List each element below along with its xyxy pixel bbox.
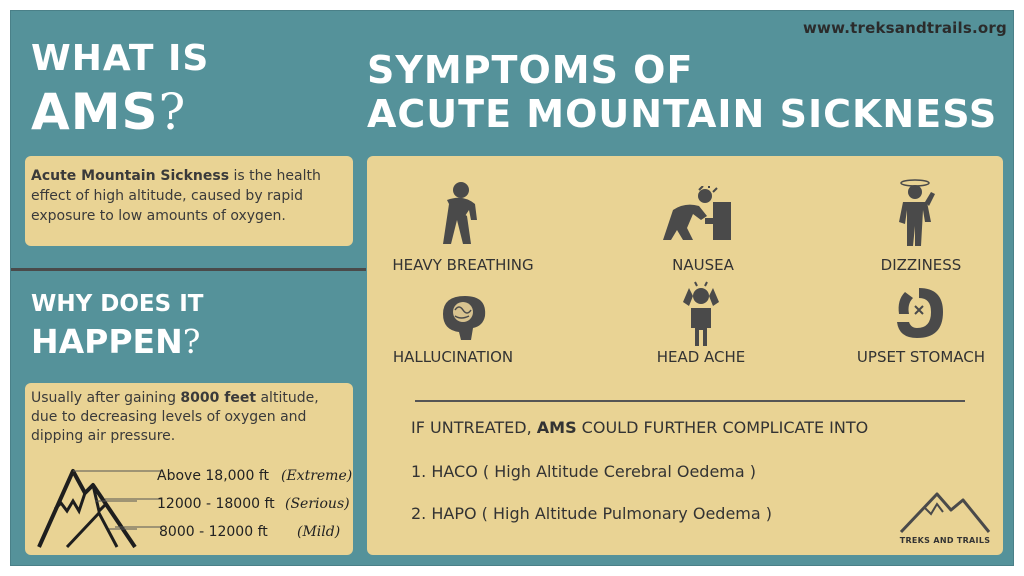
happen-heading	[31, 322, 201, 361]
untreated-text-1: IF UNTREATED,	[411, 418, 537, 437]
ams-heading	[31, 83, 187, 141]
definition-bold: Acute Mountain Sickness	[31, 168, 230, 184]
why-card	[25, 383, 353, 555]
stomach-icon	[893, 286, 945, 340]
symptoms-card	[367, 156, 1003, 555]
nausea-icon	[663, 186, 731, 240]
symptom-label: HEAVY BREATHING	[392, 256, 534, 274]
altitude-range: Above 18,000 ft	[157, 468, 269, 484]
heavy-breathing-icon	[435, 180, 491, 246]
complication-item: 1. HACO ( High Altitude Cerebral Oedema )	[411, 462, 757, 481]
question-mark: ?	[182, 322, 201, 361]
untreated-text-2: COULD FURTHER COMPLICATE INTO	[576, 418, 869, 437]
untreated-bold: AMS	[536, 418, 577, 437]
symptoms-title-line2: ACUTE MOUNTAIN SICKNESS	[367, 92, 998, 136]
why-text-1: Usually after gaining	[31, 390, 181, 406]
altitude-severity: (Extreme)	[281, 468, 353, 484]
symptom-label: HEAD ACHE	[656, 348, 746, 366]
headache-icon	[679, 280, 723, 346]
altitude-severity: (Serious)	[285, 496, 350, 512]
symptoms-title-line1: SYMPTOMS OF	[367, 48, 694, 92]
definition-text	[25, 156, 353, 226]
question-mark: ?	[158, 83, 187, 141]
treks-and-trails-logo	[897, 486, 993, 550]
symptom-label: HALLUCINATION	[392, 348, 514, 366]
altitude-row	[25, 468, 353, 488]
altitude-severity: (Mild)	[297, 524, 341, 540]
logo-mountain-icon	[897, 486, 993, 536]
brain-icon	[437, 292, 491, 342]
why-heading: WHY DOES IT	[31, 291, 204, 317]
altitude-row	[25, 496, 353, 516]
why-text-2: altitude, due to decreasing levels of oxygen and dipping air pressure.	[31, 390, 319, 444]
what-is-heading: WHAT IS	[31, 38, 210, 79]
why-text	[25, 383, 353, 446]
altitude-range: 12000 - 18000 ft	[157, 496, 275, 512]
symptom-label: UPSET STOMACH	[856, 348, 986, 366]
logo-text: TREKS AND TRAILS	[899, 536, 991, 545]
definition-card	[25, 156, 353, 246]
dizziness-icon	[891, 178, 941, 248]
complication-item: 2. HAPO ( High Altitude Pulmonary Oedema )	[411, 504, 773, 523]
section-divider	[11, 268, 366, 271]
symptom-label: DIZZINESS	[880, 256, 962, 274]
section-rule	[415, 400, 965, 402]
untreated-heading	[411, 418, 868, 437]
altitude-range: 8000 - 12000 ft	[159, 524, 268, 540]
infographic	[10, 10, 1014, 566]
definition-rest: is the health effect of high altitude, caused by rapid exposure to low amounts of oxygen.	[31, 168, 321, 224]
site-url[interactable]: www.treksandtrails.org	[803, 19, 1007, 37]
why-text-bold: 8000 feet	[180, 390, 257, 406]
happen-word: HAPPEN	[31, 322, 183, 361]
symptom-label: NAUSEA	[672, 256, 734, 274]
altitude-row	[25, 524, 353, 544]
ams-word: AMS	[31, 83, 159, 141]
